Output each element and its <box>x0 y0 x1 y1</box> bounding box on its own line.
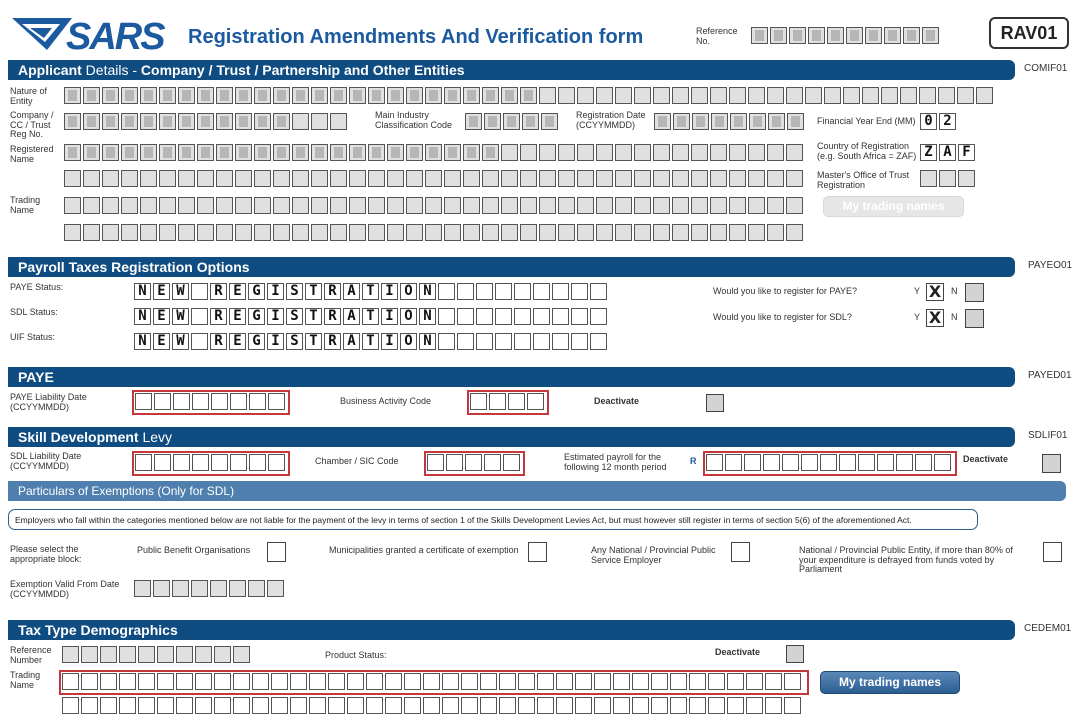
status-char-cell: N <box>419 308 436 325</box>
paye-n-label: N <box>951 286 958 296</box>
paye-liability-date-label: PAYE Liability Date (CCYYMMDD) <box>10 392 87 412</box>
status-char-cell <box>191 333 208 350</box>
status-char-cell <box>191 283 208 300</box>
status-char-cell: R <box>324 283 341 300</box>
country-of-registration-label: Country of Registration (e.g. South Africa = ZAF) <box>817 141 917 161</box>
my-trading-names-button-disabled[interactable]: My trading names <box>823 196 964 217</box>
status-char-cell: T <box>305 308 322 325</box>
paye-status-label: PAYE Status: <box>10 282 64 292</box>
status-char-cell: G <box>248 283 265 300</box>
status-char-cell: E <box>153 333 170 350</box>
status-char-cell: I <box>381 308 398 325</box>
status-char-cell: I <box>267 308 284 325</box>
status-char-cell <box>438 308 455 325</box>
financial-year-end-field[interactable]: 0 2 <box>920 113 958 130</box>
status-char-cell: N <box>134 308 151 325</box>
payroll-section-code: PAYEO01 <box>1028 260 1073 271</box>
my-trading-names-button[interactable]: My trading names <box>820 671 960 694</box>
public-service-employer-checkbox[interactable] <box>731 542 750 562</box>
status-char-cell <box>571 333 588 350</box>
sdl-section-code: SDLIF01 <box>1028 430 1068 441</box>
nature-of-entity-label: Nature of Entity <box>10 86 48 106</box>
registered-name-field-1[interactable] <box>64 144 805 161</box>
masters-office-label: Master's Office of Trust Registration <box>817 170 910 190</box>
register-paye-yes-checkbox[interactable]: X <box>926 283 944 301</box>
nature-of-entity-field[interactable] <box>64 87 995 104</box>
status-char-cell <box>590 308 607 325</box>
status-char-cell: R <box>210 333 227 350</box>
demographics-trading-name-label: Trading Name <box>10 670 41 690</box>
reference-number-field[interactable] <box>751 27 941 44</box>
status-char-cell: A <box>343 333 360 350</box>
status-char-cell <box>438 333 455 350</box>
status-char-cell <box>457 333 474 350</box>
status-char-cell: S <box>286 308 303 325</box>
status-char-cell: A <box>343 308 360 325</box>
form-code-badge: RAV01 <box>989 17 1069 49</box>
sdl-status-label: SDL Status: <box>10 307 58 317</box>
sdl-n-label: N <box>951 312 958 322</box>
status-char-cell: T <box>305 333 322 350</box>
status-char-cell <box>552 333 569 350</box>
status-char-cell: G <box>248 333 265 350</box>
sdl-status-field[interactable] <box>134 308 609 325</box>
sdl-deactivate-label: Deactivate <box>963 454 1009 464</box>
status-char-cell <box>533 308 550 325</box>
sdl-liability-date-label: SDL Liability Date (CCYYMMDD) <box>10 451 82 471</box>
demographics-trading-name-field[interactable] <box>62 673 803 690</box>
masters-office-field[interactable] <box>920 170 977 187</box>
registered-name-field-2[interactable] <box>64 170 805 187</box>
demographics-deactivate-checkbox[interactable] <box>786 645 804 663</box>
status-char-cell <box>514 333 531 350</box>
status-char-cell: E <box>229 333 246 350</box>
status-char-cell: W <box>172 333 189 350</box>
business-activity-code-label: Business Activity Code <box>340 396 432 406</box>
applicant-section-header: Applicant Details - Company / Trust / Partnership and Other Entities <box>8 60 1015 80</box>
demographics-reference-label: Reference Number <box>10 645 52 665</box>
estimated-payroll-field[interactable] <box>706 454 953 471</box>
status-char-cell <box>476 308 493 325</box>
status-char-cell: T <box>362 283 379 300</box>
status-char-cell: R <box>210 283 227 300</box>
status-char-cell: E <box>229 308 246 325</box>
status-char-cell: T <box>362 333 379 350</box>
registered-name-label: Registered Name <box>10 144 54 164</box>
status-char-cell: N <box>134 333 151 350</box>
status-char-cell <box>590 283 607 300</box>
register-sdl-no-checkbox[interactable] <box>965 309 984 328</box>
financial-year-end-label: Financial Year End (MM) <box>817 116 916 126</box>
status-char-cell <box>533 333 550 350</box>
paye-deactivate-checkbox[interactable] <box>706 394 724 412</box>
paye-section-header: PAYE <box>8 367 1015 387</box>
status-char-cell: O <box>400 308 417 325</box>
status-char-cell <box>514 308 531 325</box>
trading-name-field-1[interactable] <box>64 197 805 214</box>
status-char-cell: G <box>248 308 265 325</box>
sdl-section-header: Skill Development Levy <box>8 427 1015 447</box>
applicant-section-code: COMIF01 <box>1024 63 1068 74</box>
status-char-cell: E <box>229 283 246 300</box>
sdl-deactivate-checkbox[interactable] <box>1042 454 1061 473</box>
demographics-section-header: Tax Type Demographics <box>8 620 1015 640</box>
status-char-cell <box>533 283 550 300</box>
status-char-cell: N <box>134 283 151 300</box>
paye-section-code: PAYED01 <box>1028 370 1072 381</box>
uif-status-field[interactable] <box>134 333 609 350</box>
status-char-cell <box>191 308 208 325</box>
status-char-cell <box>590 333 607 350</box>
status-char-cell: I <box>381 333 398 350</box>
municipalities-checkbox[interactable] <box>528 542 547 562</box>
country-of-registration-field[interactable]: Z A F <box>920 144 977 161</box>
register-sdl-question: Would you like to register for SDL? <box>713 312 852 322</box>
trading-name-label: Trading Name <box>10 195 41 215</box>
status-char-cell: T <box>305 283 322 300</box>
status-char-cell <box>514 283 531 300</box>
estimated-payroll-label: Estimated payroll for the following 12 month period <box>564 452 667 472</box>
registration-date-label: Registration Date (CCYYMMDD) <box>576 110 646 130</box>
paye-status-field[interactable] <box>134 283 609 300</box>
status-char-cell <box>457 283 474 300</box>
uif-status-label: UIF Status: <box>10 332 56 342</box>
status-char-cell <box>495 308 512 325</box>
public-entity-label: National / Provincial Public Entity, if more than 80% of your expenditure is defrayed from funds voted by Parliament <box>799 545 1013 574</box>
demographics-deactivate-label: Deactivate <box>715 647 761 657</box>
exemptions-notice: Employers who fall within the categories mentioned below are not liable for the payment of the levy in terms of section 1 of the Skills Development Levies Act, but must however still register in terms of section 5(6) of the aforementioned Act. <box>8 509 978 530</box>
currency-label: R <box>690 456 697 466</box>
status-char-cell: O <box>400 333 417 350</box>
pbo-checkbox[interactable] <box>267 542 286 562</box>
register-paye-no-checkbox[interactable] <box>965 283 984 302</box>
status-char-cell: I <box>267 283 284 300</box>
demographics-trading-name-field-2[interactable] <box>62 697 803 714</box>
industry-code-field[interactable] <box>465 113 560 130</box>
payroll-section-header: Payroll Taxes Registration Options <box>8 257 1015 277</box>
municipalities-label: Municipalities granted a certificate of exemption <box>329 545 519 555</box>
status-char-cell <box>495 283 512 300</box>
chamber-sic-code-label: Chamber / SIC Code <box>315 456 399 466</box>
status-char-cell: E <box>153 308 170 325</box>
exemption-valid-from-field[interactable] <box>134 580 286 597</box>
status-char-cell: R <box>210 308 227 325</box>
chamber-sic-code-field[interactable] <box>427 454 522 471</box>
status-char-cell <box>476 283 493 300</box>
status-char-cell: W <box>172 283 189 300</box>
paye-liability-date-field[interactable] <box>135 393 287 410</box>
sars-logo <box>12 14 182 54</box>
status-char-cell <box>438 283 455 300</box>
business-activity-code-field[interactable] <box>470 393 546 410</box>
status-char-cell <box>495 333 512 350</box>
status-char-cell: I <box>267 333 284 350</box>
demographics-reference-field[interactable] <box>62 646 252 663</box>
status-char-cell: R <box>324 333 341 350</box>
status-char-cell <box>571 283 588 300</box>
status-char-cell <box>552 308 569 325</box>
public-service-employer-label: Any National / Provincial Public Service Employer <box>591 545 716 565</box>
status-char-cell: I <box>381 283 398 300</box>
status-char-cell: S <box>286 283 303 300</box>
paye-deactivate-label: Deactivate <box>594 396 640 406</box>
pbo-label: Public Benefit Organisations <box>137 545 251 555</box>
status-char-cell: O <box>400 283 417 300</box>
exemptions-section-header: Particulars of Exemptions (Only for SDL) <box>8 481 1066 501</box>
industry-code-label: Main Industry Classification Code <box>375 110 453 130</box>
status-char-cell: N <box>419 333 436 350</box>
reference-label: Reference No. <box>696 26 738 46</box>
page-title: Registration Amendments And Verification form <box>188 26 644 48</box>
exemption-valid-from-label: Exemption Valid From Date (CCYYMMDD) <box>10 579 120 599</box>
trading-name-field-2[interactable] <box>64 224 805 241</box>
status-char-cell <box>476 333 493 350</box>
status-char-cell: W <box>172 308 189 325</box>
select-block-label: Please select the appropriate block: <box>10 544 82 564</box>
status-char-cell: S <box>286 333 303 350</box>
sdl-y-label: Y <box>914 312 921 322</box>
company-reg-no-field[interactable] <box>64 113 349 130</box>
public-entity-checkbox[interactable] <box>1043 542 1062 562</box>
register-paye-question: Would you like to register for PAYE? <box>713 286 858 296</box>
sdl-liability-date-field[interactable] <box>135 454 287 471</box>
registration-date-field[interactable] <box>654 113 806 130</box>
status-char-cell: N <box>419 283 436 300</box>
status-char-cell <box>457 308 474 325</box>
status-char-cell: T <box>362 308 379 325</box>
status-char-cell: E <box>153 283 170 300</box>
status-char-cell: R <box>324 308 341 325</box>
product-status-label: Product Status: <box>325 650 387 660</box>
demographics-section-code: CEDEM01 <box>1024 623 1072 634</box>
status-char-cell: A <box>343 283 360 300</box>
status-char-cell <box>552 283 569 300</box>
company-reg-no-label: Company / CC / Trust Reg No. <box>10 110 54 139</box>
register-sdl-yes-checkbox[interactable]: X <box>926 309 944 327</box>
logo-text: SARS <box>66 16 164 54</box>
paye-y-label: Y <box>914 286 921 296</box>
status-char-cell <box>571 308 588 325</box>
